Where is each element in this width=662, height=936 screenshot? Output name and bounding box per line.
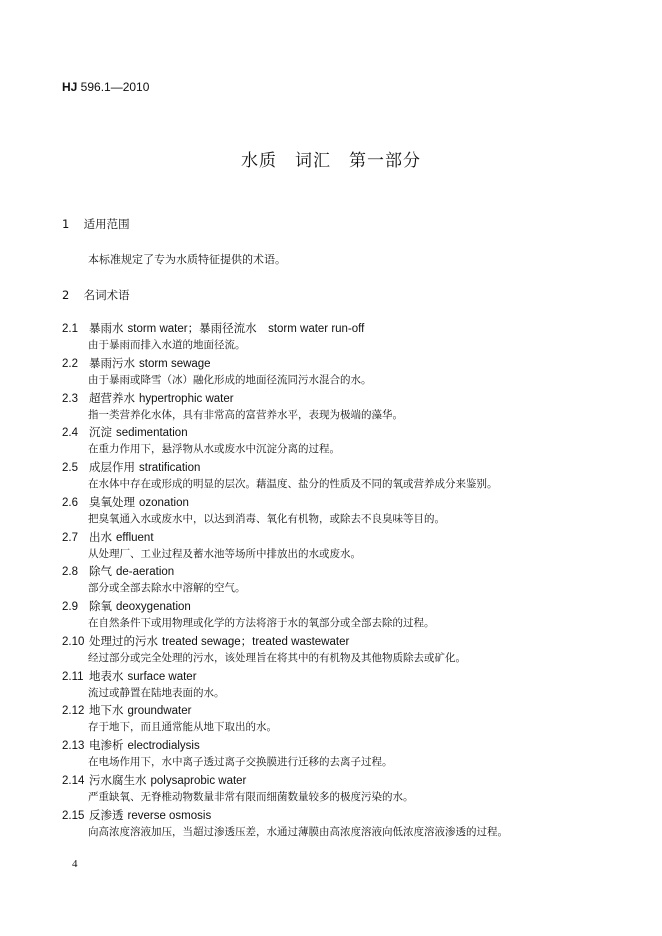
term-heading (62, 702, 622, 719)
term-heading (62, 355, 622, 372)
term-english-name: storm water；暴雨径流水 storm water run-off (127, 323, 365, 335)
term-heading (62, 390, 622, 407)
term-chinese-name: 除气 (89, 564, 112, 579)
term-number: 2.5 (62, 462, 78, 474)
section-heading-scope (62, 216, 130, 232)
term-entry (62, 633, 622, 668)
term-english-name: hypertrophic water (139, 392, 234, 405)
term-entry (62, 320, 622, 355)
term-chinese-name: 超营养水 (89, 390, 135, 405)
term-chinese-name: 暴雨污水 (89, 355, 135, 370)
term-entry (62, 424, 622, 459)
term-chinese-name: 除氧 (89, 599, 112, 613)
term-chinese-name: 反渗透 (89, 807, 124, 822)
term-entry (62, 529, 622, 564)
term-number: 2.9 (62, 601, 78, 613)
term-number: 2.2 (62, 357, 78, 370)
term-chinese-name: 臭氧处理 (89, 494, 135, 509)
term-number: 2.14 (62, 774, 85, 787)
term-definition: 在电场作用下，水中离子透过离子交换膜进行迁移的去离子过程。 (88, 756, 393, 768)
standard-code-prefix: HJ (62, 80, 78, 94)
term-english-name: electrodialysis (127, 740, 200, 752)
term-entry (62, 563, 622, 598)
standard-code-number: 596.1—2010 (77, 80, 150, 94)
term-chinese-name: 地下水 (89, 703, 124, 718)
term-english-name: deoxygenation (116, 601, 191, 613)
term-definition: 在重力作用下，悬浮物从水或废水中沉淀分离的过程。 (88, 443, 340, 456)
term-definition: 经过部分或完全处理的污水，该处理旨在将其中的有机物及其他物质除去或矿化。 (88, 651, 466, 664)
section-number: 1 (62, 217, 70, 231)
term-chinese-name: 污水腐生水 (89, 772, 147, 787)
term-entry (62, 390, 622, 425)
term-chinese-name: 地表水 (89, 668, 124, 683)
term-number: 2.15 (62, 809, 85, 822)
term-definition: 指一类营养化水体，具有非常高的富营养水平，表现为极端的藻华。 (88, 408, 403, 421)
term-heading (62, 529, 622, 546)
document-title: 水质 词汇 第一部分 (241, 151, 421, 171)
scope-paragraph: 本标准规定了专为水质特征提供的术语。 (88, 253, 286, 266)
term-heading (62, 807, 622, 824)
term-entry (62, 494, 622, 529)
term-english-name: groundwater (127, 705, 192, 718)
term-definition: 把臭氧通入水或废水中，以达到消毒、氧化有机物，或除去不良臭味等目的。 (88, 512, 445, 525)
term-number: 2.4 (62, 427, 78, 440)
section-heading-terms (62, 287, 130, 303)
term-chinese-name: 暴雨水 (89, 321, 124, 335)
term-heading (62, 494, 622, 511)
term-number: 2.10 (62, 635, 85, 648)
section-title: 适用范围 (83, 217, 130, 231)
term-english-name: polysaprobic water (150, 774, 247, 787)
term-entry (62, 737, 622, 772)
term-definition: 存于地下，而且通常能从地下取出的水。 (88, 721, 277, 734)
term-chinese-name: 处理过的污水 (89, 633, 158, 648)
term-heading (62, 668, 622, 685)
term-number: 2.3 (62, 392, 78, 405)
page-number: 4 (72, 858, 78, 870)
term-number: 2.7 (62, 531, 78, 544)
term-number: 2.6 (62, 496, 78, 509)
term-heading (62, 424, 622, 441)
term-entry (62, 702, 622, 737)
term-number: 2.1 (62, 323, 78, 335)
term-english-name: sedimentation (116, 427, 188, 440)
term-heading (62, 563, 622, 580)
term-entry (62, 355, 622, 390)
term-definition: 在自然条件下或用物理或化学的方法将溶于水的氧部分或全部去除的过程。 (88, 617, 435, 629)
term-number: 2.12 (62, 705, 85, 718)
term-chinese-name: 成层作用 (89, 460, 135, 474)
term-english-name: reverse osmosis (127, 809, 212, 822)
terms-list (62, 320, 622, 841)
term-entry (62, 668, 622, 703)
term-definition: 部分或全部去除水中溶解的空气。 (88, 582, 246, 595)
term-entry (62, 459, 622, 494)
term-definition: 由于暴雨或降雪（冰）融化形成的地面径流同污水混合的水。 (88, 373, 372, 386)
term-english-name: de-aeration (116, 566, 175, 579)
term-heading (62, 633, 622, 650)
term-entry (62, 807, 622, 842)
term-heading (62, 737, 622, 754)
term-number: 2.11 (62, 670, 84, 683)
term-entry (62, 772, 622, 807)
term-number: 2.8 (62, 566, 78, 579)
term-definition: 从处理厂、工业过程及蓄水池等场所中排放出的水或废水。 (88, 547, 361, 560)
term-chinese-name: 沉淀 (89, 425, 112, 440)
term-definition: 严重缺氧、无脊椎动物数量非常有限而细菌数量较多的极度污染的水。 (88, 790, 414, 803)
term-heading (62, 459, 622, 476)
term-definition: 向高浓度溶液加压，当超过渗透压差，水通过薄膜由高浓度溶液向低浓度溶液渗透的过程。 (88, 825, 508, 838)
section-number: 2 (62, 288, 70, 302)
term-english-name: treated sewage；treated wastewater (162, 635, 350, 648)
term-english-name: ozonation (139, 496, 189, 509)
term-heading (62, 598, 622, 615)
term-number: 2.13 (62, 740, 85, 752)
term-english-name: surface water (127, 670, 197, 683)
term-english-name: effluent (116, 531, 154, 544)
standard-code (62, 80, 149, 94)
term-entry (62, 598, 622, 633)
section-title: 名词术语 (83, 288, 130, 302)
term-chinese-name: 出水 (89, 529, 112, 544)
term-definition: 由于暴雨而排入水道的地面径流。 (88, 339, 246, 351)
term-heading (62, 320, 622, 337)
term-chinese-name: 电渗析 (89, 738, 124, 752)
term-definition: 流过或静置在陆地表面的水。 (88, 686, 225, 699)
term-heading (62, 772, 622, 789)
term-english-name: stratification (139, 462, 201, 474)
term-definition: 在水体中存在或形成的明显的层次。藉温度、盐分的性质及不同的氧或营养成分来鉴别。 (88, 478, 498, 490)
term-english-name: storm sewage (139, 357, 211, 370)
